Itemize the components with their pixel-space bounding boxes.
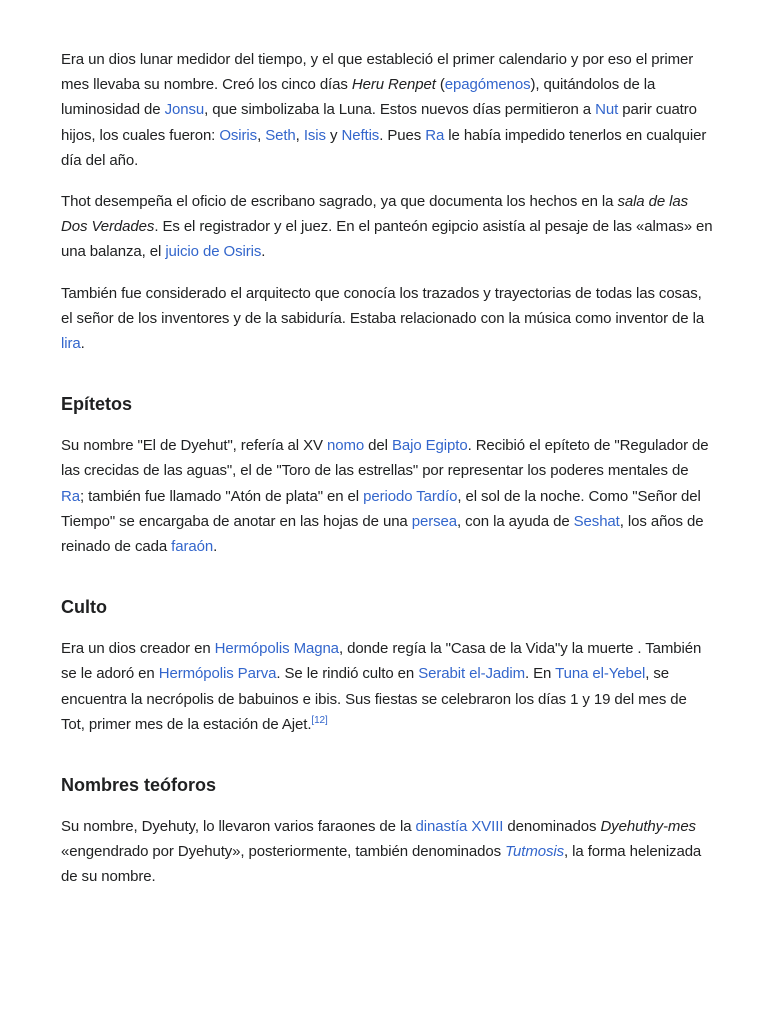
link-epagomenos[interactable]: epagómenos [444,76,531,94]
link-ra[interactable]: Ra [425,126,445,144]
link-isis[interactable]: Isis [303,126,326,144]
text: . [213,538,218,556]
link-seth[interactable]: Seth [265,126,296,144]
section-heading-nombres-teoforos: Nombres teóforos [61,775,217,796]
link-bajo-egipto[interactable]: Bajo Egipto [391,437,468,455]
text: y [325,126,342,144]
italic-term: Heru Renpet [351,76,436,94]
text: ), quitándolos de la luminosidad de [61,76,656,119]
text: , los años de reinado de cada [61,512,704,556]
link-faraon[interactable]: faraón [171,538,214,556]
text: Era un dios lunar medidor del tiempo, y el que estableció el primer calendario y por eso el primer mes llevaba su nombre. Creó los cinco días [61,51,694,94]
text: , [257,126,266,144]
link-persea[interactable]: persea [411,512,458,530]
link-juicio-de-osiris[interactable]: juicio de Osiris [165,243,262,261]
text: Thot desempeña el oficio de escribano sagrado, ya que documenta los hechos en la [61,193,618,211]
paragraph-cult [61,636,713,737]
text: , la forma helenizada de su nombre. [61,843,702,886]
text: le había impedido tenerlos en cualquier día del año. [61,126,707,169]
italic-term: Dyehuthy-mes [600,818,696,836]
text: , el sol de la noche. Como "Señor del Tiempo" se encargaba de anotar en las hojas de una [61,487,701,530]
text: Su nombre, Dyehuty, lo llevaron varios faraones de la [61,818,416,836]
italic-term: Tutmosis [505,843,565,861]
text: Era un dios creador en [61,640,215,658]
link-periodo-tardio[interactable]: periodo Tardío [363,487,458,505]
link-nut[interactable]: Nut [595,101,619,119]
paragraph-calendar [61,47,713,173]
link-seshat[interactable]: Seshat [573,512,620,530]
text: , donde regía la "Casa de la Vida"y la muerte . También se le adoró en [61,640,702,683]
link-tuna-el-yebel[interactable]: Tuna el-Yebel [555,665,646,683]
text: ; también fue llamado "Atón de plata" en el [79,487,364,505]
article-body [61,47,713,906]
link-hermopolis-magna[interactable]: Hermópolis Magna [214,640,339,658]
text: . Se le rindió culto en [276,665,419,683]
text: , con la ayuda de [457,512,574,530]
link-nomo[interactable]: nomo [326,437,365,455]
link-dinastia-xviii[interactable]: dinastía XVIII [415,818,504,836]
link-osiris[interactable]: Osiris [219,126,258,144]
text: Su nombre "El de Dyehut", refería al XV [61,437,327,455]
text: . Es el registrador y el juez. En el panteón egipcio asistía al pesaje de las «almas» en una balanza, el [61,218,713,261]
text: . En [525,665,556,683]
link-serabit-el-jadim[interactable]: Serabit el-Jadim [418,665,525,683]
text: , que simbolizaba la Luna. Estos nuevos días permitieron a [204,101,596,119]
section-heading-culto: Culto [61,597,107,618]
link-lira[interactable]: lira [61,335,81,353]
text: , se encuentra la necrópolis de babuinos e ibis. Sus fiestas se celebraron los días 1 y 19 del mes de Tot, primer mes de la estación de Ajet. [61,665,687,733]
paragraph-epithets [61,433,713,559]
link-ra[interactable]: Ra [61,487,80,505]
link-neftis[interactable]: Neftis [341,126,380,144]
link-tutmosis[interactable] [505,843,564,860]
text: del [364,437,392,455]
reference-link[interactable]: [12] [311,714,328,726]
text: . Recibió el epíteto de "Regulador de las crecidas de las aguas", el de "Toro de las estrellas" por representar los poderes mentales de [61,437,709,480]
text: denominados [503,818,601,836]
text: parir cuatro hijos, los cuales fueron: [61,101,697,144]
paragraph-theophoric-names [61,814,713,890]
paragraph-scribe [61,189,713,265]
text: . [261,243,266,261]
text: ( [435,76,445,94]
link-hermopolis-parva[interactable]: Hermópolis Parva [158,665,277,683]
section-heading-epitetos: Epítetos [61,394,133,415]
text: . [80,335,85,353]
paragraph-architect [61,281,713,357]
text: . Pues [379,126,426,144]
text: «engendrado por Dyehuty», posteriormente, también denominados [61,843,506,861]
text: , [295,126,304,144]
italic-term: sala de las Dos Verdades [61,193,689,236]
link-jonsu[interactable]: Jonsu [164,101,205,119]
text: También fue considerado el arquitecto que conocía los trazados y trayectorias de todas las cosas, el señor de los inventores y de la sabiduría. Estaba relacionado con la música como inventor de la [61,284,705,327]
